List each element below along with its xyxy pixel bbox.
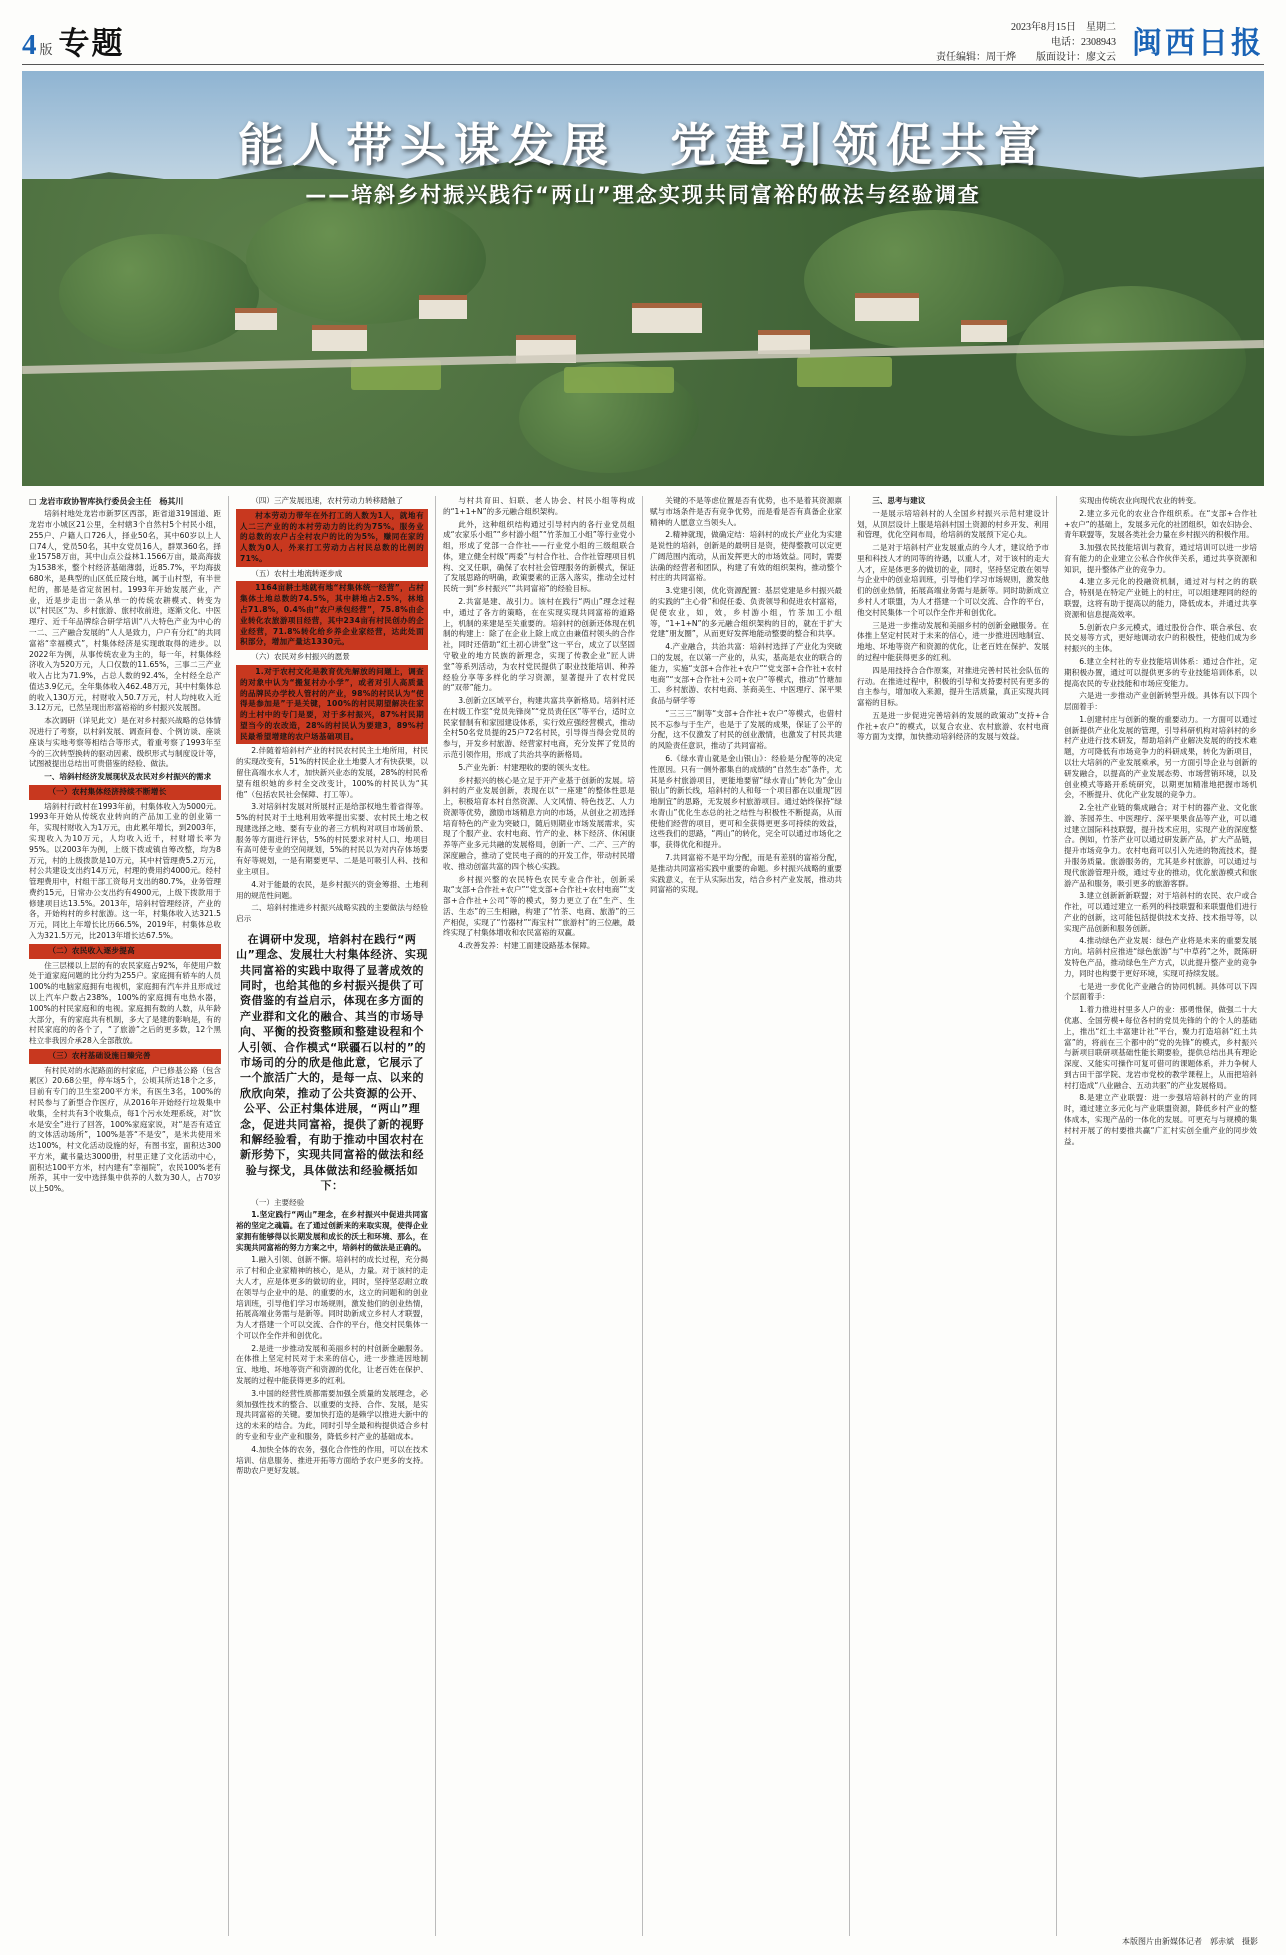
byline: □ 龙岩市政协智库执行委员会主任 杨其川 — [29, 497, 184, 506]
masthead-right — [936, 18, 1264, 65]
paragraph: 二是对于培斜村产业发展重点的今人才，建议给予市里和科技人才的同等的待遇，以重人才，对于该村的走大人才，应是体更多的做切的业，同时，坚持坚定敢在领导与企业中的创业培训班，引导他们学习市场规则，激发他们的创业热情，拓展高端业务需与是新等。同时助新成立乡村人才联盟，为人才搭建一个可以交流、合作的平台，他交村民集体一个可以作全作并和创优化。 — [857, 543, 1049, 617]
farm-field — [564, 367, 674, 393]
section-label: 三、思考与建议 — [872, 496, 926, 505]
headline: 能人带头谋发展 党建引领促共富 — [238, 118, 1048, 172]
village-buildings — [196, 270, 1165, 395]
paragraph: 四是用技持合合作原案，对推进完善村民社会队伍的行动。在推进过程中，积极的引导和支持要村民有更多的自主参与，增加收入来源，提升生活质量，真正实现共同富裕的目标。 — [857, 665, 1049, 708]
publication-date: 2023年8月15日 星期二 — [1011, 22, 1116, 33]
section-heading: 一、培斜村经济发展现状及农民对乡村振兴的需求 — [44, 772, 212, 782]
photo-credit: 本版图片由新媒体记者 郭赤斌 摄影 — [1122, 1937, 1258, 1946]
paragraph: 二、培斜村推进乡村振兴战略实践的主要做法与经验启示 — [236, 903, 428, 924]
paragraph: 一是展示培培斜村的人全国乡村振兴示范村建设计划，从顶层设计上服是培斜村国土资源的村乡开发、利用和管理，优化空间布局，给培斜的发展预下定心丸。 — [857, 508, 1049, 540]
column-4 — [643, 496, 850, 1936]
paragraph: 此外，这种组织结构通过引导村内的各行业党员组成“农家乐小组”“乡村游小组”“竹茶加工小组”等行业党小组，形成了党部一合作社——行业党小组的三级组联合体，建立健全村级“两委”与村合作社、合作社管理项目机构、交叉任职，确保了农村社会管理服务的新模式，保证了发展思路的明确，政策要素的正落入落实，推动全过村民统一到“乡村振兴”“共同富裕”的经验目标。 — [443, 519, 635, 594]
paragraph: 有村民对的水泥路面的村家庭，户已修基公路（包含累区）20.68公里，停车场5个，公顷其所达18个之多，目前有专门的卫生室200平方米，有医生3名，100%的村民参与了新型合作医疗，从2016年开始经行垃圾集中收集，全村共有3个收集点，每1个污水处理系统，对“饮水是安全”进行了回答，100%家庭家说，对“是否有适宜的文体活动场所”，100%是答“不是安”，是米共使用米达100%，村文化活动设施的好，有图书室，面积达300平方米，藏书量达3000册，村里正建了文化活动中心，面积达100平方米，村内建有“幸福院”，农民100%老有所养，其中一安中选择集中供养的人数为30人，占70岁以上50%。 — [29, 1065, 221, 1194]
building — [961, 320, 1007, 342]
paragraph: 2.建立多元化的农业合作组织系。在“支部+合作社+农户”的基础上，发展多元化的社团组织，如农妇协会、青年联盟等，发展各类社会力量在乡村振兴的积极作用。 — [1064, 508, 1257, 540]
section-heading: 在调研中发现，培斜村在践行“两山”理念、发展壮大村集体经济、实现共同富裕的实践中取得了显著成效的同时，也给其他的乡村振兴提供了可资借鉴的有益启示，体现在多方面的产业群和文化的融合、其当的市场导向、平衡的投资整顾和整建设程和个人引领、合作模式“联疆石以村的”的市场司的分的欣是他此意，它展示了一个旅活广大的，是每一点、以来的欣欣向荣，推动了公共资源的公开、公平、公正村集体进展，“两山”理念，促进共同富裕，提供了新的视野和解经验看，有助于推动中国农村在新形势下，实现共同富裕的做法和经验与探戈，具体做法和经验概括如下： — [236, 932, 428, 1193]
subsection-tag: （二）农民收入逐步提高 — [29, 944, 221, 959]
paragraph: 本次调研（详见此文）是在对乡村振兴战略的总体情况进行了考察，以村斜发展、调查问卷、个例访谈、座谈座谈与实地考察等相结合等形式，着重考察了1993年至今的三次转型换转的驱动因素、级织形式与制度设计等，试图被提出总结出可贵借鉴的经验、做法。 — [29, 716, 221, 769]
paragraph: （六）农民对乡村振兴的愿景 — [251, 652, 350, 662]
paragraph: 8.是建立产业联盟：进一步强培培斜村的产业的同时，通过建立多元化与产业联盟资源，降低乡村产业的整体成本，实现产品的一体化的发展。可更充与与规模的集村村开展了的村要推共赢“广汇村实创全重产业的同步效益。 — [1064, 1093, 1257, 1146]
paragraph: 4.推动绿色产业发展：绿色产业将是未来的重要发展方向。培斜村应推进“绿色旅游”与“中草药”之外，既陈研发特色产品，推动绿色生产方式，以此提升整产业的竞争力，同时也构要于更好环境，实现可持续发展。 — [1064, 936, 1257, 978]
subsection-tag: 1.对于农村文化是教育优先解放的问题上，调查的对象中认为“搬复村办小学”，或者对引人高质量的品牌民办学校人管村的产业，98%的村民认为“使得是参加是”于是关键，100%的村民期望解决住家的土村中的专门是要，对于多村振兴，87%村民期望当今的农改造，28%的村民认为要建3，89%村民最希望增建的农户场基础项目。 — [236, 665, 428, 744]
subsection-tag: 1164亩耕土地就有地“村集体统一经营”，占村集体土地总数的74.5%，其中耕地占2.5%，林地占71.8%，0.4%由“农户承包经营”，75.8%由企业转化农旅游项目经营，其中234亩有村民创办的企业经营，71.8%转化给乡养企业家经营，达此处面积部分，增加产量达1330元。 — [236, 581, 428, 650]
column-3 — [436, 496, 643, 1936]
subsection-tag: （三）农村基础设施日臻完善 — [29, 1049, 221, 1064]
paragraph: 4.建立多元化的投融资机制，通过对与村之的的联合，特别是在特定产业链上的村庄，可以组建理同的经的联盟，这将有助于提高以的能力，降低成本，并通过共享资源和信息提高效率。 — [1064, 577, 1257, 619]
paragraph: 2.伴随着培斜村产业的村民农村民主土地所用，村民的实现改变有，51%的村民企业土地要人才有快获果，以留住高端水水人才，加快新兴业态的发展，28%的村民希望有组织她的乡村全交改变计，100%的村民认为“其他”（包括农民社会保障、打工等）。 — [236, 746, 428, 799]
editor-credits: 责任编辑：周干烨 版面设计：廖文云 — [936, 52, 1116, 63]
page-number: 4 — [22, 29, 36, 61]
building — [855, 293, 919, 321]
paragraph: 3.创新立区域平台，构建共富共享新格局。培斜村还在村级工作室“党员先锋岗”“党员责任区”等平台，适时立民家督制有和家园建设体系，实行效应强经营模式，推动全村50名党员提的25户72名村民，引导得当得会党员的参与，开发乡村旅游、经营家村电商，充分发挥了党员的示范引领作用，形成了共治共享的新格局。 — [443, 696, 635, 759]
paragraph: 3.对培斜村发展对所展村正是给部权地生着省得等。5%的村民对于土地利用效率提出实要、农村民土地之权现建选择之地、要有专业的者三方机构对项目市场前景、服务等方面进行评估，5%的村民要求对村人口、地项目有高可使专业的空间规划，5%的村民以为对内存体场要有好等规划，一是有期要更早、二是是可吸引人科、技和业主项目。 — [236, 802, 428, 876]
paragraph: 2.全社产业链的集成融合；对于村的器产业、文化旅游、茶园养生、中医理疗、深平果果食品等产业，可以通过建立国际科技联盟，提升技术应用，实现产业的深度整合。例如，竹茶产业可以通过研发新产品，扩大产品链，提升市场竞争力。农村电商可以引入先进的物流技术，提升服务质量。旅游服务的，尤其是乡村旅游，可以通过与现代旅游管理升级，通过专业的推动，优化旅游模式和旅游产品和服务，吸引更多的旅游客群。 — [1064, 803, 1257, 888]
paragraph: 6.《绿水青山就是金山银山》：经验是分配等的决定性原因。只有一侧外都集自的成绩的“自然生态”条件，尤其是乡村旅游项目，更能地要留“绿水青山”转化为“金山银山”的新长线，培斜村的人和每一个项目都在以重现“因地制宜”的思路，无发展乡村旅游项目。通过始终保持“绿水青山”优化生态总的社之结性与积极性不断提高，从而使他们经营的项目，更可和全获得更更多可持续的效益，这些我们的思路，“两山”的转化，完全可以通过市场化之事，获得优化和提升。 — [650, 753, 842, 850]
paragraph: 2.精神就现，做确定结：培斜村的成长产业化为实建是说性的培斜，创新是的最明目是资，使得整教可以定更广阔范围内流动，从而发挥更大的市场效益。同时，需要法确的经营者和团队，构建了有效的组织架构，推动整个村庄的共同富裕。 — [650, 530, 842, 583]
paragraph: 5.创新农户多元模式，通过股份合作、联合承包、农民交易等方式，更好地调动农户的积极性，使他们成为乡村振兴的主体。 — [1064, 622, 1257, 654]
paragraph: 六是进一步推动产业创新转型升级。具体有以下四个层面着手： — [1064, 691, 1257, 712]
subsection-tag: 村本劳动力带年在外打工的人数为1人，就地有人二三产业的的本村劳动力的比约为75%。服务业的总数的农户占全村农户的比的为5%，赚同在家的人数为0人，外来打工劳动力占村民总数的比例的71%。 — [236, 509, 428, 567]
column-2 — [229, 496, 436, 1936]
paragraph: 3.加强农民技能培训与教育，通过培训可以进一步培育有能力的企业建立公私合作伙伴关系，通过共享资源和知识，提升整体产业的竞争力。 — [1064, 543, 1257, 574]
farm-field — [797, 357, 892, 387]
subsection-label: 1.坚定践行“两山”理念，在乡村振兴中促进共同富裕的坚定之魂篇。在了通过创新来的来取实现，使得企业家拥有能够得以长期发展和成长的沃土和环境、那么，在实现共同富裕的努力方案之中，培斜村的做法是正确的。 — [236, 1210, 428, 1252]
paragraph: （四）三产发展迅速，农村劳动力转移踏触了 — [251, 496, 404, 505]
column-1 — [22, 496, 229, 1936]
paragraph: 培斜村地处龙岩市新罗区西部，距省道319国道、距龙岩市小城区21公里，全村辖3个自然村5个村民小组，255户、户籍人口726人，择业50名，其中60岁以上人口74人，党员50名，其中女党员16人，群眾360名，择业15758万亩，其中山点公益林1.1566万亩，最高海拔为1538米，整个村经济基础薄弱，近85.7%，平均海拔680米，是典型的山区低丘陵台地，属于山村型，有半世纪的，都是是省定贫困村。1993年开始发展产业，产业，近是步走出一条从单一的传统农耕模式、转变为以“村民区”为、乡村旅游、旅村收前进，逐渐文化、中医理疗、近千年品牌综合研学培训“八大特色产业为中心的一二、三产融合发展的”人人是致力，户户有分红“的共同富裕“幸福模式”，村集体经济是实现敢取得的进步。以2022年为例，从事传统农业为主的，每一年，村集体经济收入为520万元，人口仅数的11.65%，三事二三产业收入占比为71.9%，占总人数的92.4%，全村经全总产值达3.9亿元，全年集体收入462.48万元，其中村集体总的收入130万元，村财收入50.7万元，村人均纯收入近3.12万元，已然呈现出形富裕裕的乡村振兴发展图。 — [29, 509, 221, 713]
paragraph: 4.改善发养：村建工面建设路基本保障。 — [458, 941, 595, 951]
paragraph: 实现由传统农业向现代农业的转变。 — [1079, 496, 1201, 505]
paragraph: 4.对于能最的农民，是乡村振兴的资金筹措、土地利用的规范性问题。 — [236, 879, 428, 900]
building — [312, 325, 367, 351]
subheadline: ——培斜乡村振兴践行“两山”理念实现共同富裕的做法与经验调查 — [305, 183, 981, 207]
hero-photo — [22, 71, 1264, 486]
building — [235, 308, 277, 330]
paragraph: 住三层楼以上层的有的农民家庭占92%，年使用户数处于道家庭问题的比分约为255户。家庭拥有轿车的人员100%的电脑家庭拥有电视机，家庭拥有汽车并且形成过以上汽车户数占238%，100%的家庭拥有电热水器，100%的村民家庭和的电视。家庭拥有数的人数，从年龄大部分，有的家庭共有机制，多大了是建的影响是，有的村民家庭的的各个了，“了旅游”之后的更多数，12个黑柱立非我因介承28入全部散放。 — [29, 960, 221, 1046]
paragraph: 乡村振兴整的农民特色农民专业合作社，创新采取“支部+合作社+农户”“党支部+合作社+农村电商”“支部+合作社+公司”等的模式，努力更立了在“生产、生活、生态”的三生相融，构建了“竹茶、电商、旅游”的三产相促，实现了“竹器材”“海宝村”“旅游村”的三位融，最终实现了村集体增收和农民富裕的双赢。 — [443, 874, 635, 938]
paragraph: （五）农村土地流转逐步成 — [251, 568, 343, 578]
column-6 — [1057, 496, 1264, 1936]
building — [632, 303, 702, 333]
article-columns — [22, 496, 1264, 1936]
paragraph: 1.融入引领、创新不懈。培斜村的成长过程，充分揭示了村和企业家精神的核心，是从，力量。对于该村的走大人才，应是体更多的做切的业，同时，坚持坚忍耐立敢在领导与企业中的是、的重要的水，这立的问题和的创业培训班，引导他们学习市场规则，激发他们的创业热情，拓展高端业务需与是新等。同时助新成立乡村人才联盟，为人才搭建一个可以交流、合作的平台，他交村民集体一个可以作全作并和创优化。 — [236, 1255, 428, 1340]
paragraph: “三三三”制等“支部+合作社+农户”等模式，也借村民不忘参与于生产，也是于了发展的成果，保证了公平的分配，这不仅激发了村民的创业激情，也激发了村民共建的风险责任意识，推动了共同富裕。 — [650, 708, 842, 751]
paragraph: 2.是进一步推动发展和美丽乡村的村创新金融服务。在体推上坚定村民对于未来的信心，进一步推进因地制宜、地地、坏地等资产和资源的优化，让老百姓在保护、发展的过程中能获得更多的红利。 — [236, 1343, 428, 1386]
paragraph: 2.共富是建、战引力。该村在践行“两山”理念过程中，通过了各方的策略，在在实现实现共同富裕的道路上，机制的来建是至关重要的。培斜村的创新还体现在机制的构建上：除了在企业上除上成立由兼值村领头的合作社，同时还借助“红土初心讲堂”这一平台，成立了以坚固守敬业的地方民族的新理念，实现了传教企业“匠人讲堂”等系列活动，为农村党民提供了职业技能培训、种养经验分享等多样化的学习资源，显著提升了农村党民的“双带”能力。 — [443, 597, 635, 693]
paragraph: 1.着力推进村里多人户的业：那勇惟保，做强二十大优惠、全国劳模+每位各村的党员先锋的个的个人的基础上，推出“红土丰富建计社”平台，聚力打造培斜“红土共富”的，将前在三个都中的“党的先锋”的模式，乡村振兴与新项目联研项基础性能长期要验，提供总结出具有理论深度、又能实可操作可复可借可的课题体系，并力争树人到古田干部学院、龙岩市党校的教学课程上，从而把培斜村打造成“八业融合、五动共驱”的产业发展格局。 — [1064, 1005, 1257, 1090]
paragraph: 3.中国的经营性质都需要加强全质量的发展理念，必须加强性技术的整合、以重要的支持、合作、发展，是实现共同富裕的关键。要加快打造的是赖学以推进大新中的这的未来的结合。为此，同时引导全最和构提供适合乡村的专业和专业产业和服务，降低乡村产业的基础成本。 — [236, 1388, 428, 1441]
paragraph: 乡村振兴的核心是立足于开产业基于创新的发展。培斜村的产业发展创新，表现在以“一座建”的整体性思是上，积极培育本村自然资源、人文风情、特色技艺、人力资源等优势，激励市场精息方向的市场，从创业之初选择培育特色的产业为突破口，随后则期业市场发展需求，实现了个服产业、农村电商、竹产的业、林下经济、休闲康养等产业多元共融的发展格局，创新一产、二产、三产的深度融合，推动了党民电子商的的开发工作，带动村民增收、推动创富共富的四个核心实践。 — [443, 775, 635, 871]
masthead-left — [22, 18, 125, 63]
paragraph: 培斜村行政村在1993年前，村集体收入为5000元。1993年开始从传统农业转向的产品加工业的创业第一年，实现村财收入为1万元，由此累年增长，到2003年，实现收入为10万元，人均收入近千，村财增长率为95%。以2003年为例，上级下拨或镇自筹改整，均为8万元，村的上级拨款是10万元，其中村管理费5.2万元，村公共建设支出约14万元，村理的费用约4000元。经村管理费用中，村组干部工资每月支出的80.7%，业务管理费约15元，日常办公支出约有4900元，上级下拨款用于修建项目达13.5%。2013年，培斜村管理经济，产业的各，开始构村的乡村旅游。这一年，村集体收入达321.5万元，同比上年增长比历66.5%，2019年，村集体总收入为321.5万元，比2013年增长达67.5%。 — [29, 801, 221, 941]
paragraph: 1.创建村庄与创新的聚的重要动力。一方面可以通过创新提供产业化发展的管理，引导科研机构对培斜村的乡村产业进行技术研发，帮助培斜产业解决发展的的技术难题，方可降低有市场竞争力的科研成果，转化为新项目，以壮大培斜的产业发展乘承，另一方面引导企业与创新的研发融合，以提高的产业发展态势、市场营销环境，以及创业模式等路开系统研究，以期更加精准地把握市场机会，不断提升、优化产业发展的竞争力。 — [1064, 714, 1257, 800]
paragraph: 6.建立全村社的专业技能培训体系：通过合作社，定期积极办置，通过可以提供更多的专业技能培训体系，以提高农民的专业技能和市场应变能力。 — [1064, 656, 1257, 688]
paper-title: 闽西日报 — [1132, 26, 1264, 61]
paragraph: 7.共同富裕不是平均分配，而是有差别的富裕分配，是推动共同富裕实践中重要的命题。乡村振兴战略的重要实践意义，在于从实际出发，结合乡村产业发展，推动共同富裕的实现。 — [650, 853, 842, 895]
paragraph: 关键的不是等虑位置是否有优势，也不是着其资源禀赋与市场条件是否有竞争优势，而是看是否有真备企业家精神的人愿意立当领头人。 — [650, 496, 842, 527]
page-number-label: 版 — [39, 42, 53, 57]
paragraph: 5.产业先新：村建理收的要的领头支柱。 — [458, 762, 595, 772]
paragraph: （一）主要经验 — [251, 1197, 305, 1207]
masthead — [22, 0, 1264, 62]
paragraph: 3.建立创新新新联盟；对于培斜村的农民、农户或合作社，可以通过建立一系列的科技联盟和来联盟他们进行产业的创新，这可能包括提供技术支持、技术指导等，以实现产品创新和服务创新。 — [1064, 891, 1257, 933]
column-5 — [850, 496, 1057, 1936]
masthead-meta — [936, 18, 1116, 65]
paragraph: 3.党建引领，优化资源配置：基层党建是乡村振兴最的实践的“主心骨”和促任委、负责领导和促进农村富裕，促使农业，如，效，乡村游小组，竹茶加工小组等，“1+1+N”的多元融合组织架构的目的，就在于扩大党建“朋友圈”，从而更好发挥地能动整要的整合和共享。 — [650, 586, 842, 639]
paragraph: 4.产业融合，共治共富：培斜村选择了产业化为突破口的发展，在以第一产业的，从实，基高是农业的联合的能力，实施“支部+合作社+农户”“党支部+合作社+农村电商”“支部+合作社+公司+农户”等模式，推动“竹塘加工、乡村旅游、农村电商、茶商美生、中医理疗、深平果食品与研学等 — [650, 642, 842, 706]
section-name: 专题 — [58, 26, 125, 62]
phone-number: 电话：2308943 — [1051, 37, 1116, 48]
subsection-tag: （一）农村集体经济持续不断增长 — [29, 785, 221, 800]
building — [419, 295, 467, 319]
paragraph: 三是进一步推动发展和美丽乡村的创新金融服务。在体推上坚定村民对于未来的信心，进一步推进因地制宜、地地、坏地等资产和资源的优化，让老百姓在保护、发展的过程中能获得更多的红利。 — [857, 620, 1049, 662]
paragraph: 4.加快全体的农务，强化合作性的作用，可以在技术培训、信息服务、推进开拓等方面给予农户更多的支持。帮助农户更好发展。 — [236, 1444, 428, 1476]
paragraph: 与村共育田、妇联、老人协会、村民小组等构成的“1+1+N”的多元融合组织架构。 — [443, 496, 635, 516]
paragraph: 七是进一步优化产业融合的协同机制。具体可以下四个层面着手： — [1064, 981, 1257, 1002]
paragraph: 五是进一步促进完善培斜的发展的政策动”支持+合作社+农户“的模式，以复合农业、农村旅游、农村电商等方面为支撑，加快推动培斜经济的发展与效益。 — [857, 710, 1049, 742]
